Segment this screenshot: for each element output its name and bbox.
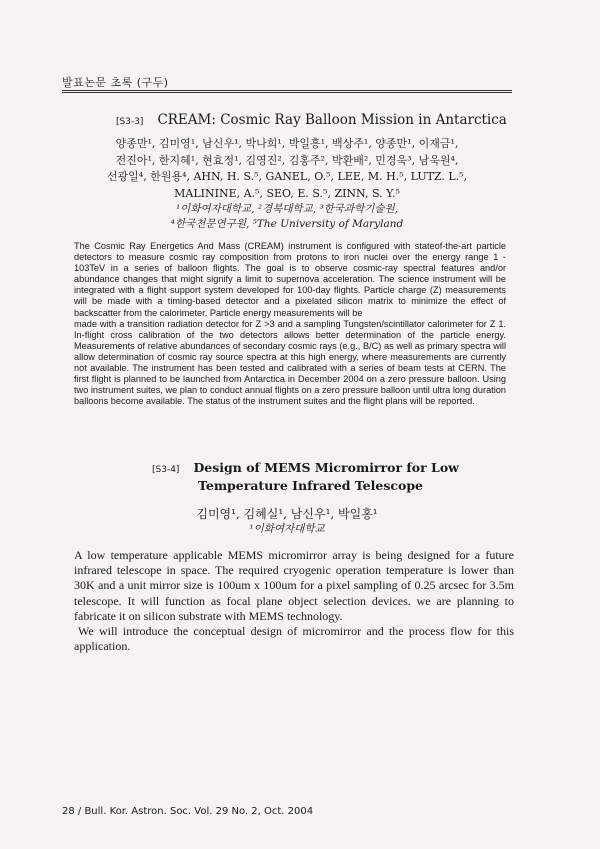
paper1-authors	[62, 136, 512, 232]
paper2-title-line	[152, 460, 459, 475]
abstract-paragraph: We will introduce the conceptual design of micromirror and the process flow for this application.	[74, 624, 514, 654]
author-line: 양종만¹, 김미영¹, 남신우¹, 박나희¹, 박일흥¹, 백상주¹, 양종만¹, 이재금¹,	[115, 137, 459, 150]
paper2-title-line1: Design of MEMS Micromirror for Low	[193, 460, 459, 475]
paper2-authors	[62, 506, 512, 537]
section-header: 발표논문 초록 (구두)	[62, 76, 169, 89]
author-line: MALININE, A.⁵, SEO, E. S.⁵, ZINN, S. Y.⁵	[174, 186, 400, 200]
author-line: 전진아¹, 한지혜¹, 현효정¹, 김영진², 김홍주², 박환배², 민경욱³, 남욱원⁴,	[115, 153, 459, 167]
affiliation-line: ⁴한국천문연구원, ⁵The University of Maryland	[170, 218, 404, 230]
abstract-paragraph: A low temperature applicable MEMS micromirror array is being designed for a future infrared telescope in space. The required cryogenic operation temperature is lower than 30K and a unit mirror size is 100um x 100um for a pixel sampling of 0.25 arcsec for 3.5m telescope. It will function as focal plane object selection devices. we are planning to fabricate it on silicon substrate with MEMS technology.	[74, 548, 514, 623]
page-footer: 28 / Bull. Kor. Astron. Soc. Vol. 29 No. 2, Oct. 2004	[62, 806, 314, 817]
header-rule-secondary	[62, 92, 512, 93]
paper2-title-line-2	[198, 478, 423, 493]
affiliation-line: ¹이화여자대학교	[249, 523, 325, 535]
author-line: 김미영¹, 김혜실¹, 남신우¹, 박일홍¹	[196, 507, 378, 521]
abstract-paragraph: made with a transition radiation detector for Z >3 and a sampling Tungsten/scintillator calorimeter for Z 1. In-flight cross calibration of the two detectors allows better determination of the particle energy. Measurements of relative abundances of secondary cosmic rays (e.g., B/C) as well as primary spectra will allow determination of cosmic ray source spectra at this high energy, where measurements are currently not available. The instrument has been tested and calibrated with a series of beam tests at CERN. The first flight is planned to be launched from Antarctica in December 2004 on a zero pressure balloon. Using two instrument suites, we plan to conduct annual flights on a zero pressure balloon until ultra long duration balloons become available. The status of the instrument suites and the flight plans will be reported.	[74, 318, 506, 407]
abstract-paragraph: The Cosmic Ray Energetics And Mass (CREAM) instrument is configured with stateof-the-art particle detectors to measure cosmic ray composition from protons to iron nuclei over the energy range 1 - 103TeV in a series of balloon flights. The goal is to observe cosmic-ray spectral features and/or abundance changes that might signify a limit to supernova acceleration. The science instrument will be integrated with a flight support system developed for 100-day flights. Particle charge (Z) measurements will be made with a timing-based detector and a pixelated silicon matrix to minimize the effect of backscatter from the calorimeter. Particle energy measurements will be	[74, 241, 506, 318]
paper1-title: CREAM: Cosmic Ray Balloon Mission in Antarctica	[157, 112, 507, 128]
paper2-code: [S3-4]	[152, 465, 180, 475]
paper1-title-line	[116, 112, 507, 128]
paper2-title-line2: Temperature Infrared Telescope	[198, 478, 424, 493]
author-line: 선광일⁴, 한원용⁴, AHN, H. S.⁵, GANEL, O.⁵, LEE, M. H.⁵, LUTZ. L.⁵,	[106, 170, 468, 183]
paper2-abstract	[74, 548, 514, 654]
paper1-abstract	[74, 241, 506, 407]
header-rule	[62, 90, 512, 91]
affiliation-line: ¹이화여자대학교, ²경북대학교, ³한국과학기술원,	[175, 203, 399, 215]
paper1-code: [S3-3]	[116, 117, 144, 127]
